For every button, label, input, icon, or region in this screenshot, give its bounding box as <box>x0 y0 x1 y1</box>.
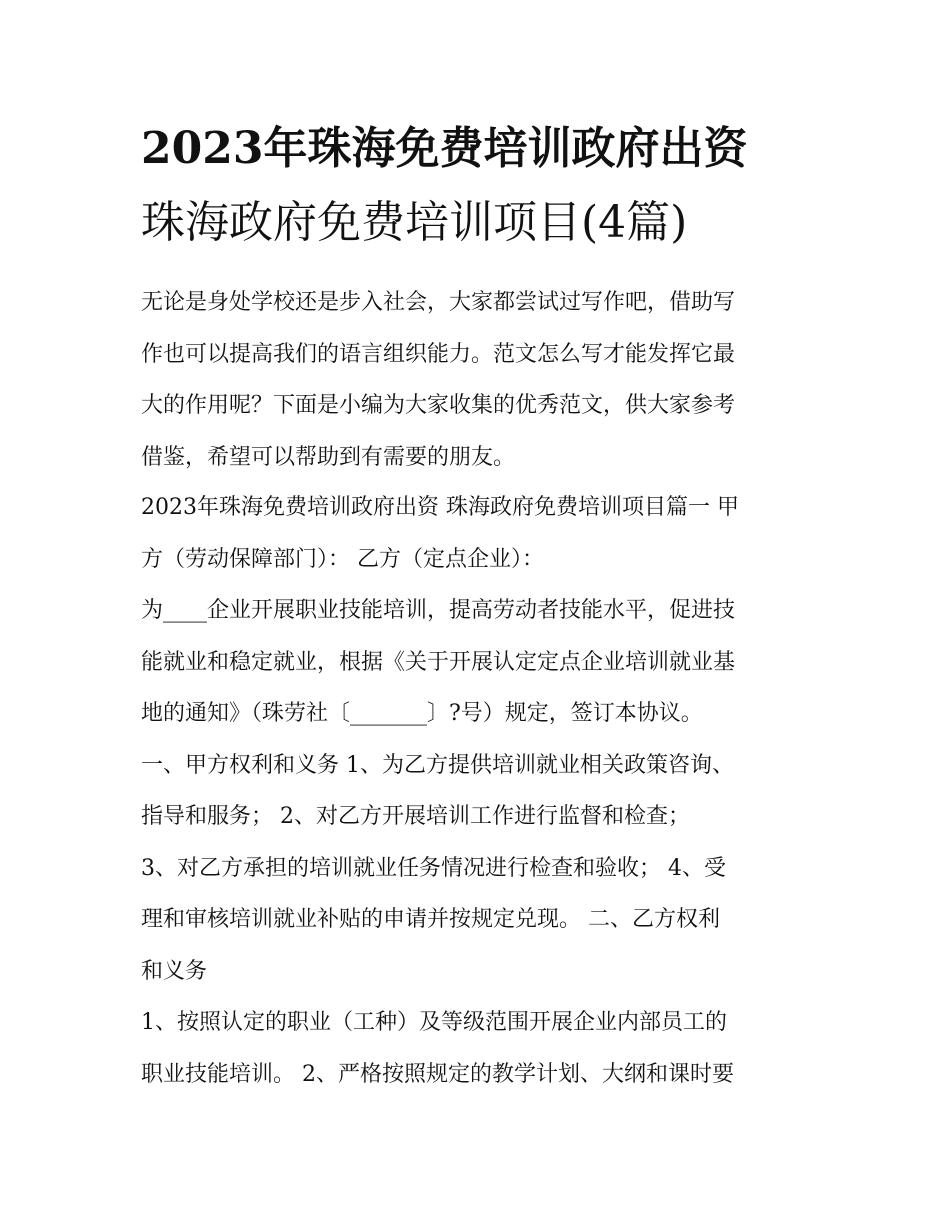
text-line: 指导和服务； 2、对乙方开展培训工作进行监督和检查； <box>141 804 690 829</box>
agreement-section <box>141 482 817 1100</box>
document-title <box>141 112 817 260</box>
text-line: 3、对乙方承担的培训就业任务情况进行检查和验收； 4、受 <box>141 855 726 881</box>
text-line: 职业技能培训。 2、严格按照规定的教学计划、大纲和课时要 <box>141 1061 734 1087</box>
text-line: 大的作用呢？下面是小编为大家收集的优秀范文，供大家参考 <box>141 393 736 418</box>
text-line: 方（劳动保障部门）： 乙方（定点企业）： <box>141 546 544 572</box>
text-line: 理和审核培训就业补贴的申请并按规定兑现。 二、乙方权利 <box>141 907 720 932</box>
title-line: 珠海政府免费培训项目(4篇) <box>141 197 688 248</box>
text-line: 地的通知》（珠劳社〔_______〕?号）规定，签订本协议。 <box>141 701 703 726</box>
text-line: 为____企业开展职业技能培训，提高劳动者技能水平，促进技 <box>141 598 736 623</box>
text-line: 作也可以提高我们的语言组织能力。范文怎么写才能发挥它最 <box>141 341 736 367</box>
text-line: 2023年珠海免费培训政府出资 珠海政府免费培训项目篇一 甲 <box>141 495 739 520</box>
title-line: 2023年珠海免费培训政府出资 <box>141 123 748 174</box>
text-line: 无论是身处学校还是步入社会，大家都尝试过写作吧，借助写 <box>141 290 736 315</box>
text-line: 借鉴，希望可以帮助到有需要的朋友。 <box>141 444 516 470</box>
text-line: 能就业和稳定就业，根据《关于开展认定定点企业培训就业基 <box>141 649 736 675</box>
intro-paragraph <box>141 277 817 483</box>
text-line: 和义务 <box>141 958 208 984</box>
text-line: 1、按照认定的职业（工种）及等级范围开展企业内部员工的 <box>141 1010 727 1035</box>
text-line: 一、甲方权利和义务 1、为乙方提供培训就业相关政策咨询、 <box>141 752 734 778</box>
